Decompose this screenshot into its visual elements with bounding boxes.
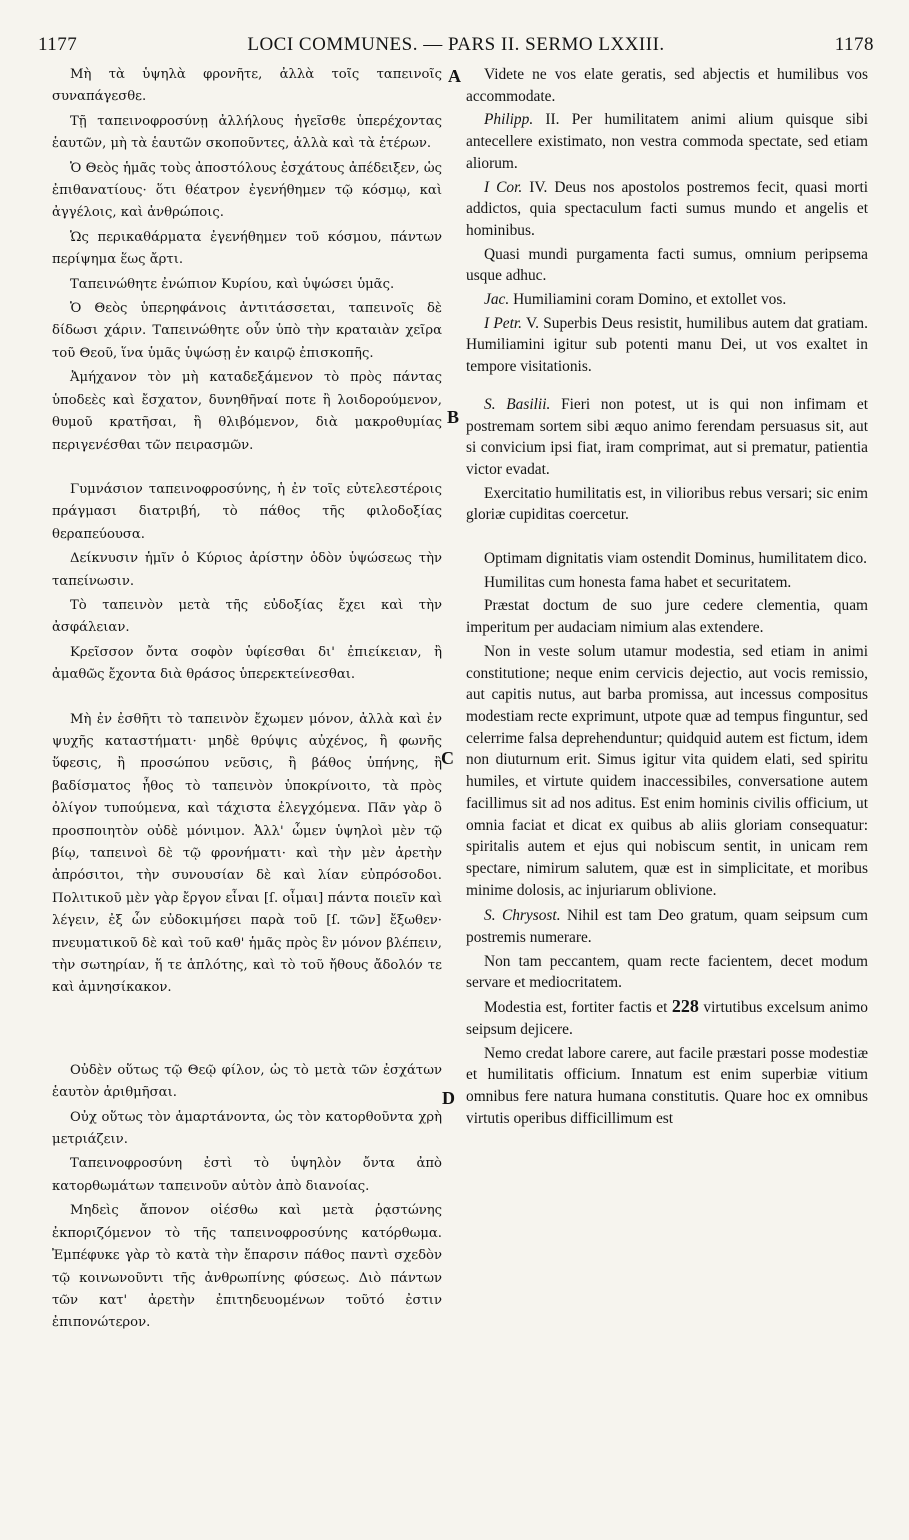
latin-paragraph-8: Exercitatio humilitatis est, in vilioribus rebus versari; sic enim gloriæ cupiditas coercetur. bbox=[466, 484, 868, 524]
latin-paragraph-9: Optimam dignitatis viam ostendit Dominus, humilitatem dico. bbox=[484, 550, 868, 568]
latin-paragraph-14: Non tam peccantem, quam recte facientem, decet modum servare et mediocritatem. bbox=[466, 952, 868, 992]
greek-paragraph-11: Κρεῖσσον ὄντα σοφὸν ὑφίεσθαι δι' ἐπιείκειαν, ἢ ἀμαθῶς ἔχοντα διὰ θράσος ὑπερεκτείνεσθαι. bbox=[52, 644, 442, 683]
latin-text: Modestia est, fortiter factis et bbox=[484, 999, 672, 1017]
margin-marker-d: D bbox=[442, 1088, 455, 1108]
greek-paragraph-6: Ὁ Θεὸς ὑπερηφάνοις ἀντιτάσσεται, ταπεινοῖς δὲ δίδωσι χάριν. Ταπεινώθητε οὖν ὑπὸ τὴν κραταιὰν χεῖρα τοῦ Θεοῦ, ἵνα ὑμᾶς ὑψώσῃ ἐν καιρῷ ἐπισκοπῆς. bbox=[52, 301, 442, 361]
citation-ref: Jac. bbox=[484, 291, 510, 309]
running-title: LOCI COMMUNES. — PARS II. SERMO LXXIII. bbox=[247, 34, 665, 55]
greek-paragraph-8: Γυμνάσιον ταπεινοφροσύνης, ἡ ἐν τοῖς εὐτελεστέροις πράγμασι διατριβή, τὸ πάθος τῆς φιλοδοξίας θεραπεύουσα. bbox=[52, 481, 442, 542]
greek-paragraph-1: Μὴ τὰ ὑψηλὰ φρονῆτε, ἀλλὰ τοῖς ταπεινοῖς συναπάγεσθε. bbox=[52, 67, 442, 105]
running-header bbox=[38, 34, 874, 60]
margin-marker-c: C bbox=[441, 748, 454, 768]
greek-paragraph-4: Ὡς περικαθάρματα ἐγενήθημεν τοῦ κόσμου, πάντων περίψημα ἕως ἄρτι. bbox=[52, 229, 442, 268]
greek-paragraph-10: Τὸ ταπεινὸν μετὰ τῆς εὐδοξίας ἔχει καὶ τὴν ἀσφάλειαν. bbox=[52, 597, 442, 636]
latin-text: virtutibus excelsum animo seipsum dejicere. bbox=[466, 999, 868, 1038]
latin-paragraph-11: Præstat doctum de suo jure cedere clementia, quam imperitum per audaciam nimium alas extendere. bbox=[466, 597, 868, 637]
latin-text: Humiliamini coram Domino, et extollet vos. bbox=[509, 291, 787, 309]
greek-paragraph-14: Οὐχ οὕτως τὸν ἁμαρτάνοντα, ὡς τὸν κατορθοῦντα χρὴ μετριάζειν. bbox=[52, 1109, 442, 1148]
page-number-left: 1177 bbox=[38, 34, 78, 55]
greek-paragraph-2: Τῇ ταπεινοφροσύνῃ ἀλλήλους ἡγεῖσθε ὑπερέχοντας ἑαυτῶν, μὴ τὰ ἑαυτῶν σκοποῦντες, ἀλλὰ καὶ τὰ ἑτέρων. bbox=[52, 113, 442, 152]
greek-paragraph-13: Οὐδὲν οὕτως τῷ Θεῷ φίλον, ὡς τὸ μετὰ τῶν ἐσχάτων ἑαυτὸν ἀριθμῆσαι. bbox=[52, 1062, 442, 1101]
greek-paragraph-9: Δείκνυσιν ἡμῖν ὁ Κύριος ἀρίστην ὁδὸν ὑψώσεως τὴν ταπείνωσιν. bbox=[52, 551, 442, 589]
latin-text: IV. Deus nos apostolos postremos fecit, quasi morti addictos, quia spectaculum facti sumus mundo et angelis et hominibus. bbox=[466, 178, 868, 239]
latin-paragraph-13 bbox=[466, 905, 868, 948]
latin-paragraph-6 bbox=[466, 313, 868, 378]
latin-paragraph-3 bbox=[466, 177, 868, 242]
latin-paragraph-5 bbox=[466, 289, 868, 311]
citation-ref: S. Chrysost. bbox=[484, 907, 561, 925]
latin-paragraph-2 bbox=[466, 109, 868, 174]
margin-marker-b: B bbox=[447, 407, 460, 427]
greek-paragraph-3: Ὁ Θεὸς ἡμᾶς τοὺς ἀποστόλους ἐσχάτους ἀπέδειξεν, ὡς ἐπιθανατίους· ὅτι θέατρον ἐγενήθημεν τῷ κόσμῳ, καὶ ἀγγέλοις, καὶ ἀνθρώποις. bbox=[52, 160, 442, 221]
column-number: 228 bbox=[671, 996, 699, 1017]
greek-paragraph-7: Ἀμήχανον τὸν μὴ καταδεξάμενον τὸ πρὸς πάντας ὑποδεὲς καὶ ἔσχατον, δυνηθῆναί ποτε ἢ λοιδορούμενον, θυμοῦ κρατῆσαι, ἢ θλιβόμενον, διὰ μακροθυμίας περιγενέσθαι τῶν πειρασμῶν. bbox=[52, 370, 442, 453]
latin-text: Nihil est tam Deo gratum, quam seipsum cum postremis numerare. bbox=[466, 907, 868, 947]
latin-paragraph-12: Non in veste solum utamur modestia, sed etiam in animi constitutione; neque enim cervicis dejectio, aut vocis remissio, aut capitis nutus, aut barba promissa, aut incessus compositus modestiam recte exprimunt, utpote quæ ad tempus finguntur, sed celerrime falsa deprehenduntur; quidquid autem est fictum, idem non diuturnum erit. Simus igitur vita quidem elati, sed spiritu humiles, et virtute quidem inaccessibiles, conversatione autem facillimus sit ad nos aditus. Est enim hominis civilis officium, ut omnia faciat et dicat ex quibus ab aliis gloriam consequatur: spiritalis autem et ejus qui nobiscum sentit, in unicam rem spectare, nimirum salutem, quæ est in simplicitate, et moribus minime dolosis, ac injuriarum oblivione. bbox=[466, 642, 868, 899]
citation-ref: S. Basilii. bbox=[484, 395, 551, 413]
citation-ref: Philipp. bbox=[484, 111, 534, 129]
greek-paragraph-15: Ταπεινοφροσύνη ἐστὶ τὸ ὑψηλὸν ὄντα ἀπὸ κατορθωμάτων ταπεινοῦν αὑτὸν ἀπὸ διανοίας. bbox=[52, 1156, 442, 1194]
latin-text: II. Per humilitatem animi alium quisque sibi antecellere existimato, non vestra commoda spectate, sed etiam aliorum. bbox=[466, 111, 868, 172]
latin-text: Fieri non potest, ut is qui non infimam et postremam sortem sibi æquo animo ferendam persuasus sit, aut si convicium ipsi fiat, iram comprimat, aut si prematur, patientia victor evadat. bbox=[466, 395, 868, 478]
latin-paragraph-4: Quasi mundi purgamenta facti sumus, omnium peripsema usque adhuc. bbox=[466, 245, 868, 285]
greek-paragraph-5: Ταπεινώθητε ἐνώπιον Κυρίου, καὶ ὑψώσει ὑμᾶς. bbox=[70, 276, 395, 292]
latin-text: V. Superbis Deus resistit, humilibus autem dat gratiam. Humiliamini igitur sub potenti manu Dei, ut vos exaltet in tempore visitationis. bbox=[466, 314, 868, 376]
citation-ref: I Petr. bbox=[484, 314, 523, 332]
greek-paragraph-12: Μὴ ἐν ἐσθῆτι τὸ ταπεινὸν ἔχωμεν μόνον, ἀλλὰ καὶ ἐν ψυχῆς καταστήματι· μηδὲ θρύψις αὐχένος, ἢ φωνῆς ὕφεσις, ἢ προσώπου νεῦσις, ἢ βάθος ὑπήνης, ἢ βαδίσματος ἦθος τὸ ταπεινὸν ὑποκρίνοιτο, τὰ πρὸς ὀλίγον τυπούμενα, καὶ τάχιστα ἐλεγχόμενα. Πᾶν γὰρ ὃ προσποιητὸν οὐδὲ μόνιμον. Ἀλλ' ὦμεν ὑψηλοὶ μὲν τῷ βίῳ, ταπεινοὶ δὲ τῷ φρονήματι· καὶ τὴν μὲν ἀρετὴν ἀπρόσιτοι, τὴν συνουσίαν δὲ καὶ λίαν εὐπρόσοδοι. Πολιτικοῦ μὲν γὰρ ἔργον εἶναι [ſ. οἶμαι] πάντα ποιεῖν καὶ λέγειν, ἐξ ὧν εὐδοκιμήσει παρὰ τοῦ [ſ. τῶν] ἔξωθεν· πνευματικοῦ δὲ καὶ τοῦ καθ' ἡμᾶς πρὸς ἓν μόνον βλέπειν, τὴν σωτηρίαν, ἥ τε ἁπλότης, καὶ τὸ τοῦ ἤθους ἄδολόν τε καὶ ἀμνησίκακον. bbox=[52, 711, 442, 996]
page-number-right: 1178 bbox=[834, 34, 874, 55]
latin-paragraph-16: Nemo credat labore carere, aut facile præstari posse modestiæ et humilitatis officium. Innatum est enim superbiæ vitium omnibus fere natura humana constitutis. Quare hoc ex omnibus virtutis operibus difficillimum est bbox=[466, 1044, 868, 1127]
citation-ref: I Cor. bbox=[484, 178, 523, 196]
latin-paragraph-10: Humilitas cum honesta fama habet et securitatem. bbox=[484, 573, 792, 591]
margin-marker-a: A bbox=[448, 66, 461, 86]
greek-paragraph-16: Μηδεὶς ἄπονον οἰέσθω καὶ μετὰ ῥᾳστώνης ἐκποριζόμενον τὸ τῆς ταπεινοφροσύνης κατόρθωμα. Ἐμπέφυκε γὰρ τὸ κατὰ τὴν ἔπαρσιν πάθος παντὶ σχεδὸν τῷ κοινωνοῦντι τῆς ἀνθρωπίνης φύσεως. Διὸ πάντων τῶν κατ' ἀρετὴν ἐπιτηδευομένων τοῦτό ἐστιν ἐπιπονώτερον. bbox=[52, 1203, 442, 1331]
latin-paragraph-7 bbox=[466, 394, 868, 481]
greek-column bbox=[52, 64, 442, 1335]
latin-column bbox=[466, 64, 868, 1129]
latin-paragraph-1: Videte ne vos elate geratis, sed abjectis et humilibus vos accommodate. bbox=[466, 66, 868, 105]
latin-paragraph-15 bbox=[466, 996, 868, 1040]
